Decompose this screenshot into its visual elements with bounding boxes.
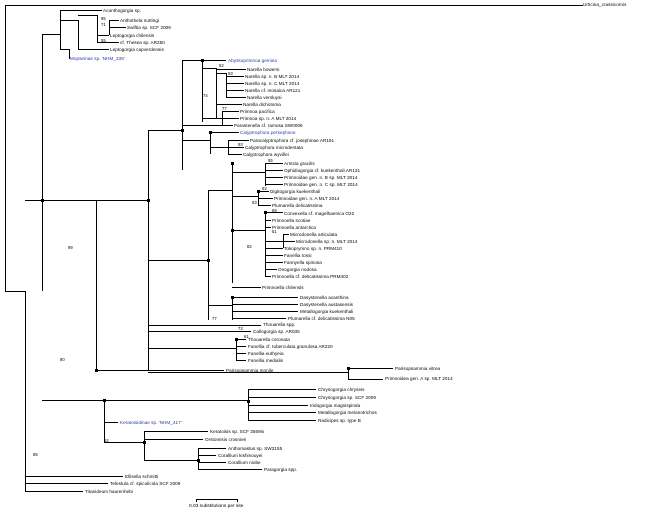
branch-backbone-vertical xyxy=(25,291,26,491)
node-support-value: 51 xyxy=(272,229,277,234)
branch-narella-dichotoma xyxy=(216,104,242,105)
node-dot xyxy=(143,441,146,444)
taxon-label: Acanthogorgia sp. xyxy=(103,8,141,13)
taxon-label: Primnoidae gen. n. A MLT 2014 xyxy=(274,196,340,201)
taxon-label: Corallium kishinouyei xyxy=(218,453,263,458)
branch-dasystenella-clade-vertical xyxy=(232,297,233,320)
branch-primnoa-stem xyxy=(202,118,222,119)
node-dot xyxy=(207,259,210,262)
taxon-label: Primnoella chilensis xyxy=(262,285,304,290)
taxon-label: Mopseinae sp. 'NHM_339' xyxy=(70,56,125,61)
branch-metallogorgia-melanotrichos xyxy=(248,412,316,413)
taxon-label: Narella dichotoma xyxy=(243,102,281,107)
taxon-label: Chrysogorgia sp. SCF 2009 xyxy=(318,395,376,400)
taxon-label: Primnoidea gen. A sp. MLT 2014 xyxy=(385,376,453,381)
node-support-value: 80 xyxy=(60,357,65,362)
branch-narella-versluysi xyxy=(226,97,246,98)
branch-keratoisis-clade-stem xyxy=(104,442,144,443)
taxon-label: Ellisella schmitti xyxy=(125,474,159,479)
branch-calyptrophora-wyvillei xyxy=(228,154,242,155)
branch-calyptrophora-vertical xyxy=(210,132,211,154)
node-support-value: 77 xyxy=(222,106,227,111)
taxon-label: Fanellia tossi xyxy=(284,253,312,258)
branch-chrysogorgia-chryseis xyxy=(248,389,316,390)
taxon-label: Keratoisis sp. SCF 3569is xyxy=(210,429,265,434)
branch-root-vertical xyxy=(5,5,6,291)
branch-narella-stem xyxy=(202,68,216,69)
taxon-label: Corallium niobe xyxy=(228,460,261,465)
branch-keratoisis xyxy=(144,431,208,432)
branch-microdonella-articulata xyxy=(283,234,289,235)
branch-parastenella xyxy=(182,125,233,126)
taxon-label: Iridogorgia magnispirala xyxy=(310,403,361,408)
taxon-label: Thouarella spp. xyxy=(263,322,296,327)
branch-primnoidae-c xyxy=(265,184,283,185)
branch-narella-c xyxy=(226,83,244,84)
branch-calyptrophora-persephone xyxy=(210,132,239,133)
node-dot xyxy=(231,229,234,232)
taxon-label: Paragorgia spp. xyxy=(264,467,298,472)
taxon-label: Narella bowersi xyxy=(247,67,280,72)
branch-lower-primnoid-vertical xyxy=(208,190,209,320)
taxon-label: Ophidiogorgia cf. kuekenthali AR131 xyxy=(284,168,361,173)
branch-primnoella-scotiae xyxy=(265,220,271,221)
taxon-label: Calyptrophora wyvillei xyxy=(243,152,289,157)
node-dot xyxy=(235,338,238,341)
node-support-value: 61 xyxy=(244,334,249,339)
branch-dasystenella-acanthina xyxy=(232,297,298,298)
scale-bar-label: 0.03 substitutions per site xyxy=(189,504,244,509)
taxon-label: Convexella cf. magelhaenica O22 xyxy=(284,211,355,216)
branch-root-horizontal xyxy=(5,291,25,292)
scale-tick-left xyxy=(196,499,197,502)
node-dot xyxy=(201,59,204,62)
taxon-label: Dasystenella austasensis xyxy=(300,302,354,307)
branch-narella-b xyxy=(226,76,244,77)
node-dot xyxy=(347,367,350,370)
branch-parisopsammia-vitrea xyxy=(348,368,393,369)
branch-chrysogorgia-scf xyxy=(248,397,316,398)
branch-paracalyptrophora xyxy=(228,140,249,141)
taxon-label: Telestula cf. spiculicola SCF 2009 xyxy=(110,481,181,486)
branch-acanthogorgia xyxy=(60,10,102,11)
branch-radicipes xyxy=(248,420,316,421)
node-support-value: 82 xyxy=(247,244,252,249)
node-support-value: 99 xyxy=(68,245,73,250)
taxon-label: Fannyella spinosa xyxy=(284,260,322,265)
branch-arntzia xyxy=(265,163,283,164)
branch-callogorgia xyxy=(148,331,251,332)
node-support-value: 93 xyxy=(238,142,243,147)
branch-dasystenella-austasensis xyxy=(232,304,298,305)
branch-corallium-kishinouyei xyxy=(198,455,216,456)
branch-fanellia-tossi xyxy=(265,255,283,256)
taxon-label: Titanideum haurenhebi xyxy=(85,489,133,494)
branch-narella-clade-stem xyxy=(182,60,202,61)
node-dot xyxy=(181,129,184,132)
taxon-label: Narella sp. n. B MLT 2014 xyxy=(245,74,300,79)
branch-lower-primnoid-stem xyxy=(148,260,208,261)
taxon-label: Parastenella cf. ramosa SW0006 xyxy=(234,123,303,128)
branch-clade-a-stem xyxy=(25,200,42,201)
node-dot xyxy=(209,131,212,134)
taxon-label: Radicipes sp. type B xyxy=(318,418,361,423)
taxon-label: Keratoisidinae sp. 'NHM_417' xyxy=(120,420,182,425)
branch-clade-a-vertical xyxy=(42,200,43,291)
taxon-label: Anthomastus sp. SW3155 xyxy=(228,446,283,451)
taxon-label: Digitogorgia kuekenthali xyxy=(270,189,321,194)
node-support-value: 93 xyxy=(262,186,267,191)
scale-tick-right xyxy=(237,499,238,502)
branch-narella-vertical xyxy=(216,68,217,118)
branch-microdonella-stem xyxy=(265,241,283,242)
branch-metallogorgia-kuekenthali xyxy=(232,311,298,312)
taxon-label: Callogorgia sp. AR035 xyxy=(253,329,300,334)
branch-primnoid-upper xyxy=(148,130,182,131)
taxon-label: Primnoidae gen. n. C sp. MLT 2014 xyxy=(284,182,358,187)
taxon-label: Dasystenella acanthina xyxy=(300,295,349,300)
branch-narella-clade-vertical xyxy=(202,60,203,122)
node-dot xyxy=(247,400,250,403)
branch-calyptrophora-microdentata xyxy=(228,147,244,148)
node-support-value: 55 xyxy=(101,38,106,43)
taxon-label: Narella versluysi xyxy=(247,95,282,100)
branch-primnoa-pacifica xyxy=(222,111,239,112)
branch-arntzia-clade-vertical xyxy=(232,163,233,283)
node-dot xyxy=(147,199,150,202)
node-dot xyxy=(231,162,234,165)
branch-swiftia-group-vertical xyxy=(97,15,98,42)
taxon-label: Calyptrophora persephone xyxy=(240,130,296,135)
branch-primnoella-clade-vertical xyxy=(265,212,266,277)
branch-thouarella-spp xyxy=(148,325,261,326)
branch-fanellia-euthyeia xyxy=(236,353,246,354)
taxon-label: Primnoa sp. n. A MLT 2014 xyxy=(240,116,297,121)
taxon-label: Microdonella sp. n. MLT 2014 xyxy=(296,239,358,244)
branch-anthothela xyxy=(109,20,119,21)
scale-bar xyxy=(196,499,238,500)
branch-ophidiogorgia xyxy=(265,170,283,171)
branch-microdonella-n xyxy=(283,241,295,242)
node-dot xyxy=(103,399,106,402)
node-dot xyxy=(257,190,260,193)
node-support-value: 95 xyxy=(101,16,106,21)
taxon-label: Orstomisis crosnieri xyxy=(205,437,247,442)
branch-digitogorgia xyxy=(258,191,269,192)
branch-fanellia-medialis xyxy=(236,360,246,361)
branch-calyptrophora-stem xyxy=(182,140,210,141)
taxon-label: Primnoella cf. delicatissima PRM402 xyxy=(272,274,349,279)
branch-arntzia-group-vertical xyxy=(265,163,266,186)
taxon-label: Abyssoprimnoa gemina xyxy=(228,58,278,63)
branch-primnoidae-a xyxy=(258,198,273,199)
node-support-value: 92 xyxy=(104,438,109,443)
node-support-value: 71 xyxy=(101,22,106,27)
branch-anthothela-group-stem xyxy=(60,20,78,21)
branch-arntzia-group-stem xyxy=(232,172,265,173)
taxon-label: Thouarella coronata xyxy=(248,337,290,342)
branch-acanthogorgia-group-vertical xyxy=(60,10,61,50)
branch-iridogorgia xyxy=(248,405,308,406)
branch-digitogorgia-stem xyxy=(232,196,258,197)
branch-chrysogorgia-clade-stem xyxy=(42,400,104,401)
taxon-label: Fanellia medialis xyxy=(248,358,284,363)
node-support-value: 52 xyxy=(219,63,224,68)
branch-abyssoprimnoa xyxy=(202,60,226,61)
branch-calyptrophora-sub-stem xyxy=(210,147,228,148)
taxon-label: Swiftia sp. SCF 2009 xyxy=(127,25,171,30)
branch-telestula xyxy=(25,483,108,484)
branch-orstomisis xyxy=(144,439,203,440)
taxon-label: Narella cf. mosaica AR121 xyxy=(245,88,301,93)
branch-plumarella-delicatissima xyxy=(258,205,271,206)
taxon-label: Calyptrophora microdentata xyxy=(245,145,303,150)
branch-parisopsammia-monile xyxy=(222,370,224,371)
branch-primnoella-chilensis xyxy=(232,287,261,288)
branch-fanellia-clade-stem xyxy=(148,348,236,349)
node-support-value: 69 xyxy=(272,208,277,213)
taxon-label: Metallogorgia melanotrichos xyxy=(318,410,377,415)
branch-chrysogorgia-clade-vertical xyxy=(104,400,105,442)
taxon-label: Onogorgia nodosa xyxy=(278,267,317,272)
node-dot xyxy=(95,369,98,372)
branch-primnoidea-a xyxy=(348,379,383,380)
branch-narella-sub-stem xyxy=(216,73,226,74)
branch-paragorgia xyxy=(198,469,262,470)
branch-narella-mosaica xyxy=(226,90,244,91)
branch-primnoidae-crown-vertical xyxy=(148,130,149,370)
branch-primnoid-stem xyxy=(42,200,96,201)
branch-upper-clade-vertical xyxy=(42,34,43,200)
branch-parisopsammia-stem xyxy=(96,370,222,371)
branch-arntzia-clade-stem xyxy=(208,190,232,191)
taxon-label: Parisopsammia vitrea xyxy=(395,366,441,371)
branch-primnoella-delicatissima xyxy=(265,276,271,277)
taxon-label: Leptogorgia chilensis xyxy=(110,33,155,38)
branch-plumarella-n05 xyxy=(232,318,286,319)
branch-narella-bowersi xyxy=(216,69,246,70)
taxon-label: Primnoella scotiae xyxy=(272,218,311,223)
branch-fanellia-tuberculata xyxy=(236,346,246,347)
taxon-label: Arntzia gracilis xyxy=(284,161,315,166)
taxon-label: Narella sp. n. C MLT 2014 xyxy=(245,81,300,86)
taxon-label: Plumarella delicatissima xyxy=(272,203,323,208)
taxon-label: Parisopsammia monile xyxy=(226,368,274,373)
branch-corallium-niobe xyxy=(198,462,226,463)
node-support-value: 73 xyxy=(238,326,243,331)
branch-anthomastus xyxy=(198,448,226,449)
branch-leptogorgia-capverdensis xyxy=(78,49,109,50)
taxon-label: Tokoprymno sp. n. PRM410 xyxy=(284,246,342,251)
taxon-label: Primnoella antarctica xyxy=(272,225,316,230)
branch-primnoella-antarctica xyxy=(265,227,271,228)
outgroup-label: Urticina_crassicornis xyxy=(583,2,627,7)
node-dot xyxy=(197,459,200,462)
node-support-value: 77 xyxy=(212,316,217,321)
node-dot xyxy=(41,199,44,202)
branch-primnoella-clade-stem xyxy=(232,230,265,231)
taxon-label: Primnoa pacifica xyxy=(240,109,275,114)
branch-keratoisis-clade-vertical xyxy=(144,431,145,461)
branch-swiftia-group-stem xyxy=(78,15,97,16)
branch-leptogorgia-chilensis xyxy=(97,35,109,36)
branch-titanideum xyxy=(25,491,83,492)
taxon-label: Paracalyptrophora cf. josephinae AR191 xyxy=(250,138,335,143)
taxon-label: Fanellia cf. tuberculata granulosa AR220 xyxy=(248,344,333,349)
branch-upper-clade-stem xyxy=(42,34,60,35)
taxon-label: Plumarella cf. delicatissima N05 xyxy=(288,316,355,321)
branch-onogorgia xyxy=(265,269,277,270)
taxon-label: Metallogorgia kuekenthali xyxy=(300,309,354,314)
branch-mopseinae-stem xyxy=(60,49,69,50)
branch-outgroup xyxy=(5,5,583,6)
node-dot xyxy=(264,211,267,214)
branch-primnoidae-crown-stem xyxy=(96,200,148,201)
branch-ellisella xyxy=(25,476,123,477)
taxon-label: Primnoidae gen. n. B sp. MLT 2014 xyxy=(284,175,358,180)
branch-tokoprymno xyxy=(265,248,283,249)
branch-primnoa-a xyxy=(222,118,239,119)
node-support-value: 74 xyxy=(203,93,208,98)
node-dot xyxy=(231,296,234,299)
taxon-label: Fanellia euthyeia xyxy=(248,351,284,356)
node-support-value: 63 xyxy=(228,71,233,76)
branch-primnoid-upper-vertical xyxy=(182,60,183,170)
branch-fanellia-clade-vertical xyxy=(236,339,237,361)
branch-keratoisidinae xyxy=(104,422,118,423)
branch-dasystenella-clade-stem xyxy=(208,305,232,306)
taxon-label: Leptogorgia capverdensis xyxy=(110,47,164,52)
node-support-value: 63 xyxy=(252,200,257,205)
taxon-label: cf. Thesea sp. AR250 xyxy=(120,40,165,45)
branch-corallium-clade-stem xyxy=(144,460,198,461)
taxon-label: Microdonella articulata xyxy=(290,232,338,237)
branch-chryso-sub-stem xyxy=(104,400,248,401)
taxon-label: Chrysogorgia chryseis xyxy=(318,387,365,392)
branch-anthothela-group-vertical xyxy=(78,20,79,49)
node-support-value: 85 xyxy=(33,452,38,457)
node-support-value: 55 xyxy=(268,158,273,163)
branch-swiftia xyxy=(109,27,126,28)
taxon-label: Anthothela nuttingi xyxy=(120,18,160,23)
branch-primnoid-vertical xyxy=(96,200,97,370)
branch-fannyella xyxy=(265,262,283,263)
branch-primnoidae-b xyxy=(265,177,283,178)
